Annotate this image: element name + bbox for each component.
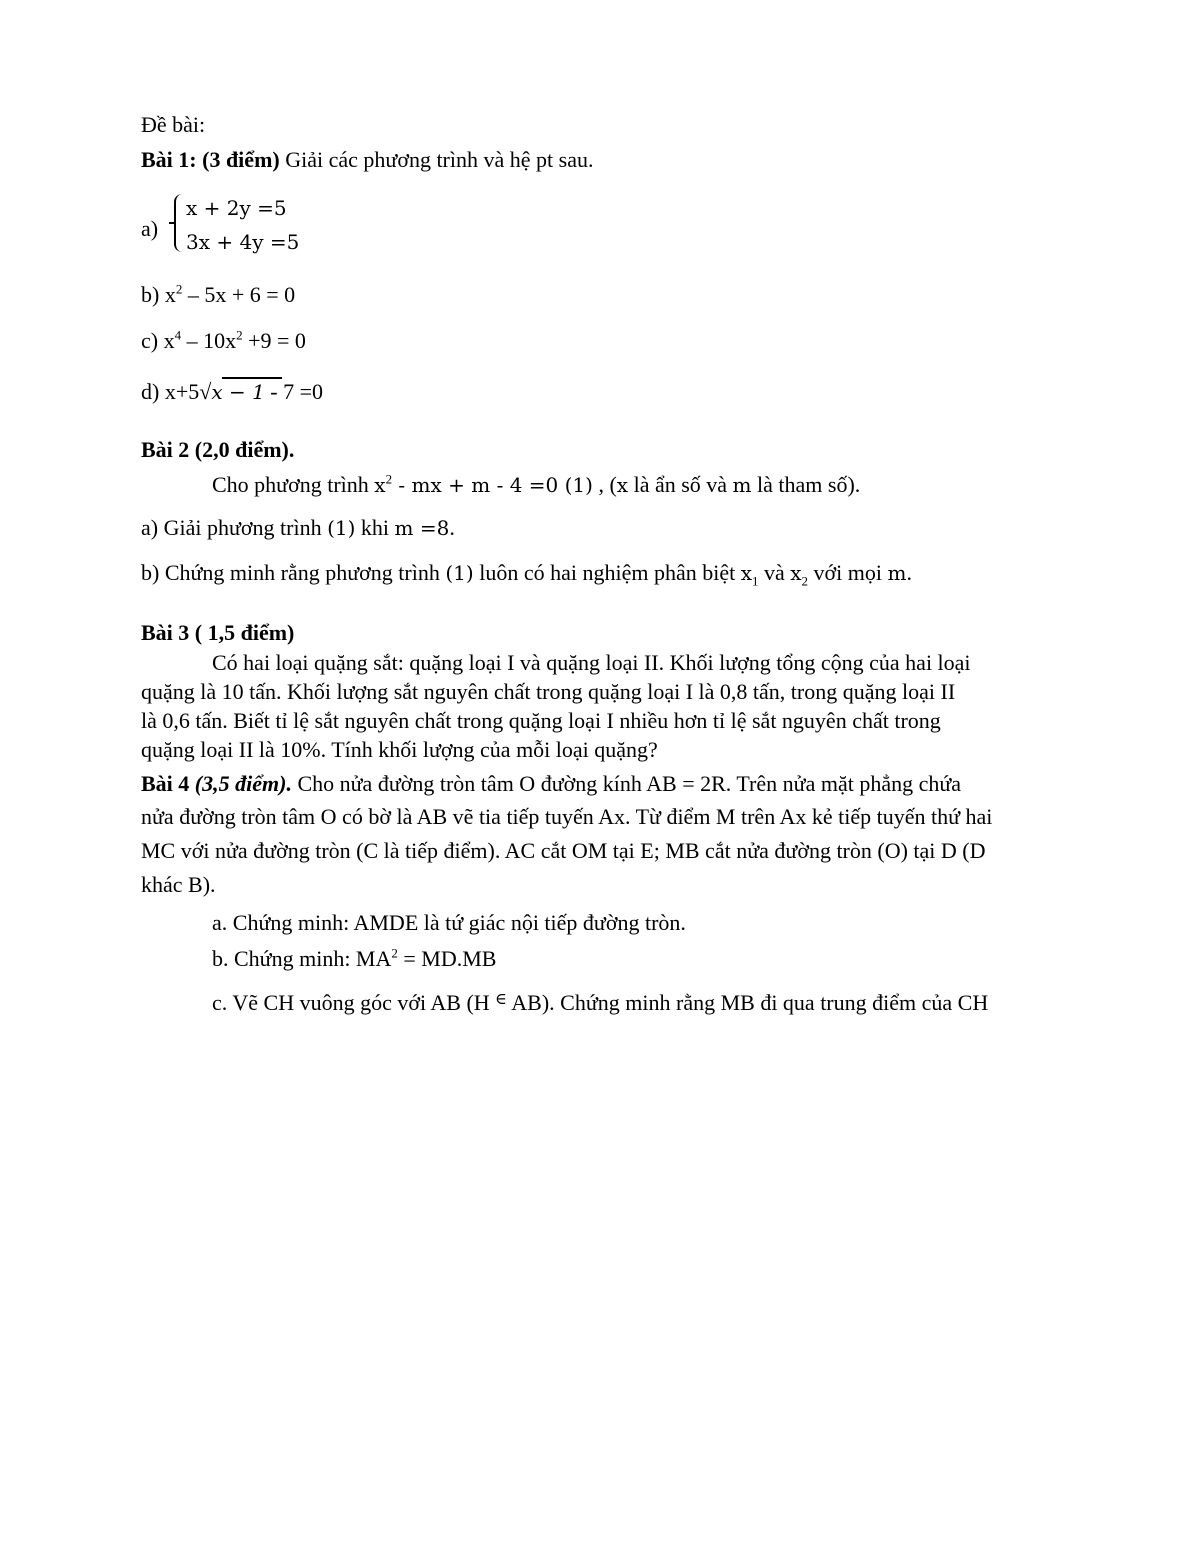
exercise-1-instruction: Giải các phương trình và hệ pt sau. <box>285 147 594 172</box>
exercise-4-points: (3,5 điểm). <box>194 771 292 796</box>
exercise-2-intro: Cho phương trình $x^2$ - mx + m - 4 =0 (1) , (x là ẩn số và m là tham số). <box>212 471 861 497</box>
exercise-4-a: a. Chứng minh: AMDE là tứ giác nội tiếp đường tròn. <box>212 910 686 935</box>
heading: Đề bài: <box>141 112 206 137</box>
exercise-4-line: khác B). <box>141 872 216 897</box>
exercise-4-b: b. Chứng minh: $MA^2 = MD.MB$ <box>212 945 497 971</box>
exercise-3-line: Có hai loại quặng sắt: quặng loại I và quặng loại II. Khối lượng tổng cộng của hai loại <box>212 650 971 675</box>
exercise-2-b: b) Chứng minh rằng phương trình (1) luôn có hai nghiệm phân biệt $x_1$ và $x_2$ với mọi m. <box>141 560 912 589</box>
exercise-4-line: MC với nửa đường tròn (C là tiếp điểm). AC cắt OM tại E; MB cắt nửa đường tròn (O) tại D (D <box>141 838 986 863</box>
exercise-1-title: Bài 1: <box>141 147 197 172</box>
system-brace <box>174 194 186 252</box>
system-equation-2: 3x + 4y =5 <box>186 230 300 254</box>
exercise-3-line: là 0,6 tấn. Biết tỉ lệ sắt nguyên chất trong quặng loại I nhiều hơn tỉ lệ sắt nguyên chất trong <box>141 708 941 733</box>
exercise-1-c: c) $x^4 - 10x^2 +9 = 0$ <box>141 327 306 353</box>
system-brace-tip <box>169 222 175 224</box>
exercise-1-header <box>141 147 593 173</box>
system-equation-1: x + 2y =5 <box>186 196 287 220</box>
exercise-4-line: nửa đường tròn tâm O có bờ là AB vẽ tia tiếp tuyến Ax. Từ điểm M trên Ax kẻ tiếp tuyến thứ hai <box>141 804 993 829</box>
exercise-4-first-line: Bài 4 (3,5 điểm). Cho nửa đường tròn tâm O đường kính AB = 2R. Trên nửa mặt phẳng chứa <box>141 771 962 796</box>
exercise-3-title: Bài 3 ( 1,5 điểm) <box>141 620 295 645</box>
radical-sign: √ <box>199 379 212 404</box>
exercise-1-points: (3 điểm) <box>202 147 280 172</box>
exercise-1-b: b) $x^2 - 5x + 6 = 0$ <box>141 281 296 307</box>
exercise-1-a-label: a) <box>141 216 159 241</box>
radicand: x − 1 <box>211 380 265 404</box>
exercise-4-title: Bài 4 <box>141 771 195 796</box>
exercise-4-c: c. Vẽ CH vuông góc với AB (H ∈ AB). Chứng minh rằng MB đi qua trung điểm của CH <box>212 990 989 1015</box>
exercise-3-line: quặng loại II là 10%. Tính khối lượng của mỗi loại quặng? <box>141 737 658 762</box>
exercise-1-d: d) x+5√x − 1 - 7 =0 <box>141 379 324 404</box>
exercise-2-title: Bài 2 (2,0 điểm). <box>141 437 295 462</box>
element-of-symbol: ∈ <box>495 991 507 1008</box>
exercise-2-a: a) Giải phương trình (1) khi m =8. <box>141 515 455 540</box>
exercise-3-line: quặng là 10 tấn. Khối lượng sắt nguyên chất trong quặng loại I là 0,8 tấn, trong quặng loại II <box>141 679 956 704</box>
